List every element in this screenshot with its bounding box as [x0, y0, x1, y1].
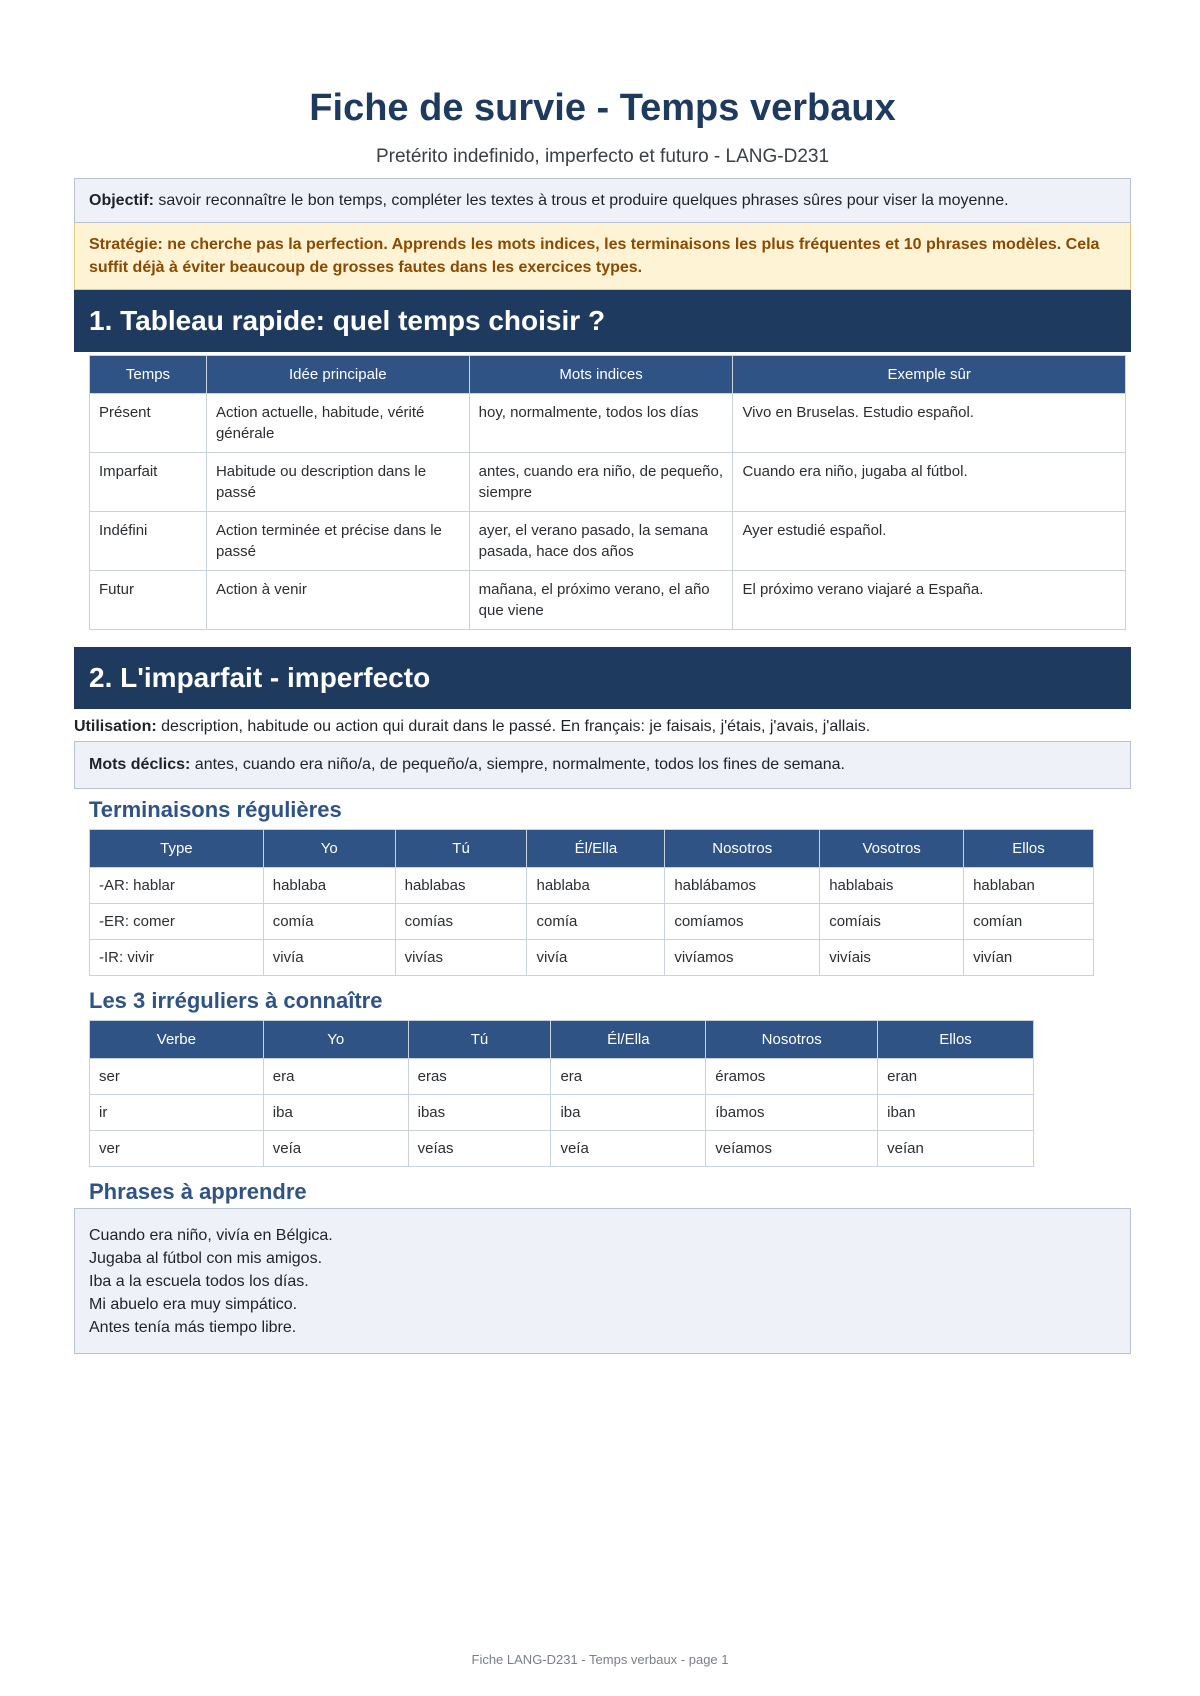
table-cell: veías — [408, 1131, 551, 1167]
table-header-row — [90, 1021, 1034, 1059]
column-header: Vosotros — [820, 830, 964, 868]
regular-endings-heading: Terminaisons régulières — [89, 797, 342, 822]
table-cell: ibas — [408, 1095, 551, 1131]
table-cell: veía — [263, 1131, 408, 1167]
table-cell: Imparfait — [90, 453, 207, 512]
table-cell: hablaban — [964, 868, 1094, 904]
objective-label: Objectif: — [89, 192, 154, 209]
column-header: Verbe — [90, 1021, 264, 1059]
cue-words-text: antes, cuando era niño/a, de pequeño/a, siempre, normalmente, todos los fines de semana. — [190, 756, 845, 773]
table-cell: Vivo en Bruselas. Estudio español. — [733, 394, 1126, 453]
table-cell: mañana, el próximo verano, el año que viene — [469, 571, 733, 630]
column-header: Él/Ella — [551, 1021, 706, 1059]
irregular-verbs-heading: Les 3 irréguliers à connaître — [89, 988, 383, 1013]
table-cell: Présent — [90, 394, 207, 453]
phrase-line: Jugaba al fútbol con mis amigos. — [89, 1250, 323, 1267]
table-cell: vivían — [964, 940, 1094, 976]
table-row — [90, 571, 1126, 630]
table-cell: hoy, normalmente, todos los días — [469, 394, 733, 453]
page-footer: Fiche LANG-D231 - Temps verbaux - page 1 — [471, 1652, 729, 1667]
column-header: Él/Ella — [527, 830, 665, 868]
table-row — [90, 394, 1126, 453]
cue-words-box — [74, 741, 1131, 789]
phrase-line: Cuando era niño, vivía en Bélgica. — [89, 1227, 333, 1244]
table-row — [90, 1059, 1034, 1095]
section-1-header: 1. Tableau rapide: quel temps choisir ? — [74, 290, 1131, 352]
table-cell: era — [263, 1059, 408, 1095]
table-cell: iba — [551, 1095, 706, 1131]
regular-endings-table — [89, 829, 1094, 976]
column-header: Idée principale — [206, 356, 469, 394]
table-cell: iba — [263, 1095, 408, 1131]
table-row — [90, 904, 1094, 940]
table-cell: Action à venir — [206, 571, 469, 630]
table-cell: vivía — [263, 940, 395, 976]
table-cell: ver — [90, 1131, 264, 1167]
table-cell: comíamos — [665, 904, 820, 940]
table-cell: era — [551, 1059, 706, 1095]
table-cell: comía — [263, 904, 395, 940]
table-row — [90, 940, 1094, 976]
table-cell: veían — [878, 1131, 1034, 1167]
table-cell: hablaba — [527, 868, 665, 904]
irregular-verbs-table — [89, 1020, 1034, 1167]
table-cell: El próximo verano viajaré a España. — [733, 571, 1126, 630]
document-page — [74, 0, 1131, 1354]
usage-line — [74, 716, 1131, 738]
column-header: Temps — [90, 356, 207, 394]
column-header: Yo — [263, 830, 395, 868]
table-cell: comíais — [820, 904, 964, 940]
column-header: Tú — [408, 1021, 551, 1059]
column-header: Yo — [263, 1021, 408, 1059]
objective-text: savoir reconnaître le bon temps, compléter les textes à trous et produire quelques phrases sûres pour viser la moyenne. — [153, 192, 1009, 209]
column-header: Tú — [395, 830, 527, 868]
column-header: Exemple sûr — [733, 356, 1126, 394]
table-cell: Action terminée et précise dans le passé — [206, 512, 469, 571]
table-cell: antes, cuando era niño, de pequeño, siempre — [469, 453, 733, 512]
table-cell: -ER: comer — [90, 904, 264, 940]
phrase-line: Mi abuelo era muy simpático. — [89, 1296, 298, 1313]
table-cell: hablaba — [263, 868, 395, 904]
table-row — [90, 1095, 1034, 1131]
page-title: Fiche de survie - Temps verbaux — [309, 87, 896, 129]
table-cell: Habitude ou description dans le passé — [206, 453, 469, 512]
table-cell: íbamos — [706, 1095, 878, 1131]
table-cell: Ayer estudié español. — [733, 512, 1126, 571]
table-cell: vivíais — [820, 940, 964, 976]
table-row — [90, 868, 1094, 904]
table-cell: veía — [551, 1131, 706, 1167]
table-cell: eras — [408, 1059, 551, 1095]
usage-label: Utilisation: — [74, 718, 157, 735]
table-cell: eran — [878, 1059, 1034, 1095]
usage-text: description, habitude ou action qui durait dans le passé. En français: je faisais, j'étais, j'avais, j'allais. — [156, 718, 871, 735]
table-cell: comían — [964, 904, 1094, 940]
table-row — [90, 512, 1126, 571]
column-header: Mots indices — [469, 356, 733, 394]
section-2-header: 2. L'imparfait - imperfecto — [74, 647, 1131, 709]
column-header: Ellos — [878, 1021, 1034, 1059]
cue-words-label: Mots déclics: — [89, 756, 191, 773]
quick-tense-table — [89, 355, 1126, 630]
table-cell: veíamos — [706, 1131, 878, 1167]
table-row — [90, 453, 1126, 512]
table-cell: -AR: hablar — [90, 868, 264, 904]
table-cell: comías — [395, 904, 527, 940]
column-header: Ellos — [964, 830, 1094, 868]
table-cell: ayer, el verano pasado, la semana pasada, hace dos años — [469, 512, 733, 571]
table-cell: éramos — [706, 1059, 878, 1095]
table-header-row — [90, 356, 1126, 394]
phrases-box — [74, 1208, 1131, 1354]
column-header: Nosotros — [665, 830, 820, 868]
table-cell: vivía — [527, 940, 665, 976]
table-row — [90, 1131, 1034, 1167]
table-cell: iban — [878, 1095, 1034, 1131]
phrase-line: Iba a la escuela todos los días. — [89, 1273, 309, 1290]
strategy-box: Stratégie: ne cherche pas la perfection. Apprends les mots indices, les terminaisons les plus fréquentes et 10 phrases modèles. Cela suffit déjà à éviter beaucoup de grosses fautes dans les exercices types. — [74, 223, 1131, 290]
column-header: Type — [90, 830, 264, 868]
table-cell: vivíamos — [665, 940, 820, 976]
table-cell: hablabais — [820, 868, 964, 904]
table-cell: Futur — [90, 571, 207, 630]
table-cell: Indéfini — [90, 512, 207, 571]
objective-box — [74, 178, 1131, 223]
table-cell: vivías — [395, 940, 527, 976]
table-cell: Cuando era niño, jugaba al fútbol. — [733, 453, 1126, 512]
phrase-line: Antes tenía más tiempo libre. — [89, 1319, 297, 1336]
table-cell: ser — [90, 1059, 264, 1095]
table-cell: comía — [527, 904, 665, 940]
table-header-row — [90, 830, 1094, 868]
table-cell: Action actuelle, habitude, vérité générale — [206, 394, 469, 453]
phrases-heading: Phrases à apprendre — [89, 1179, 307, 1204]
page-subtitle: Pretérito indefinido, imperfecto et futuro - LANG-D231 — [375, 146, 830, 167]
table-cell: hablabas — [395, 868, 527, 904]
table-cell: hablábamos — [665, 868, 820, 904]
table-cell: -IR: vivir — [90, 940, 264, 976]
column-header: Nosotros — [706, 1021, 878, 1059]
table-cell: ir — [90, 1095, 264, 1131]
